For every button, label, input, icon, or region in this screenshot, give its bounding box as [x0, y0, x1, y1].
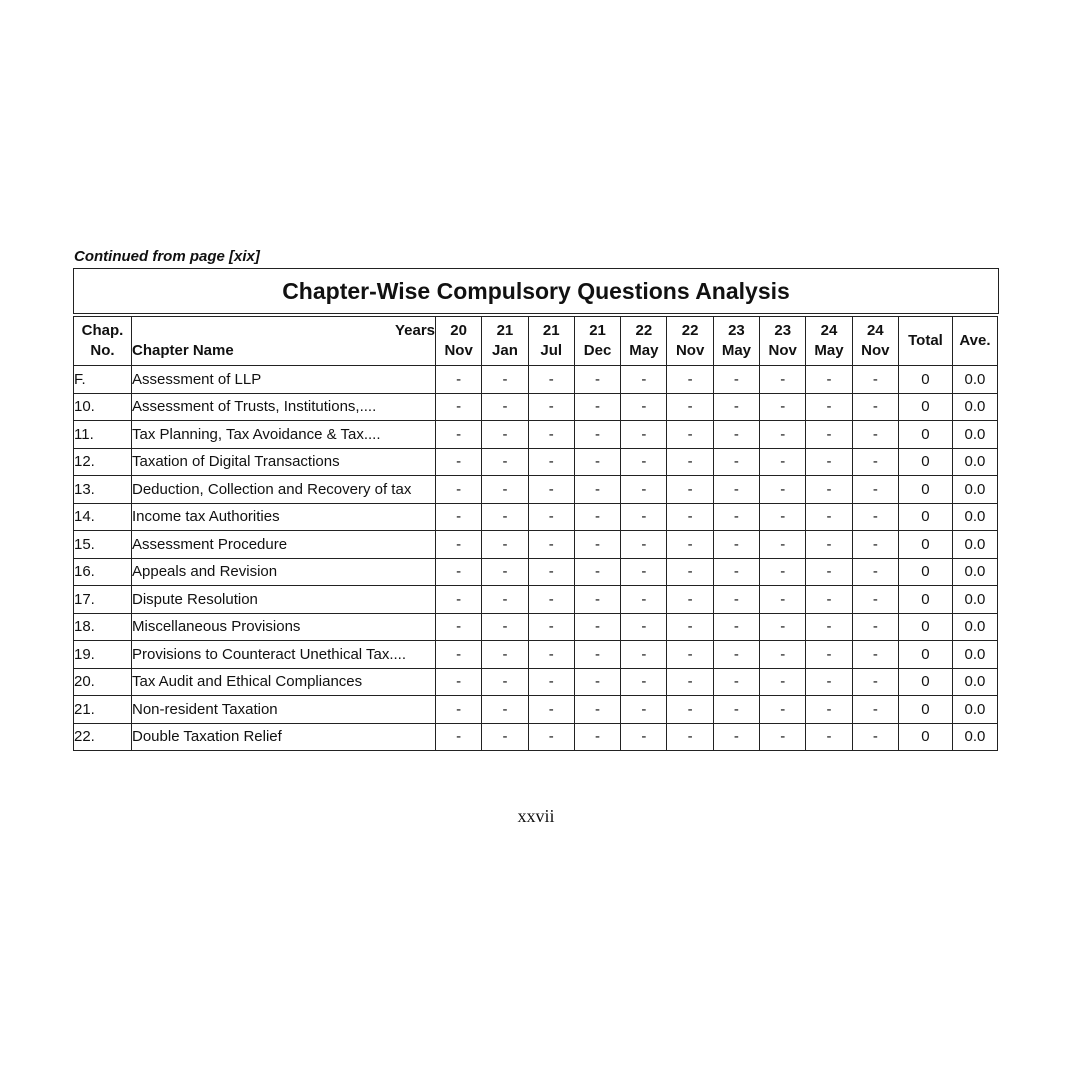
session-value-cell: - — [482, 476, 528, 504]
session-value-cell: - — [667, 421, 713, 449]
session-value-cell: - — [852, 421, 898, 449]
ave-header: Ave. — [952, 317, 997, 366]
session-header: 20 Nov — [436, 317, 482, 366]
total-cell: 0 — [898, 641, 952, 669]
session-value-cell: - — [806, 641, 852, 669]
session-value-cell: - — [574, 421, 620, 449]
chapter-number-cell: 12. — [74, 448, 132, 476]
session-value-cell: - — [806, 503, 852, 531]
total-cell: 0 — [898, 613, 952, 641]
session-value-cell: - — [760, 586, 806, 614]
session-value-cell: - — [852, 366, 898, 394]
session-value-cell: - — [852, 503, 898, 531]
chapter-name-cell: Taxation of Digital Transactions — [132, 448, 436, 476]
session-value-cell: - — [806, 586, 852, 614]
average-cell: 0.0 — [952, 393, 997, 421]
average-cell: 0.0 — [952, 366, 997, 394]
session-value-cell: - — [806, 668, 852, 696]
total-cell: 0 — [898, 696, 952, 724]
average-cell: 0.0 — [952, 613, 997, 641]
chapter-name-cell: Double Taxation Relief — [132, 723, 436, 751]
session-header: 23 May — [713, 317, 759, 366]
session-value-cell: - — [713, 641, 759, 669]
session-value-cell: - — [482, 421, 528, 449]
session-value-cell: - — [574, 448, 620, 476]
session-value-cell: - — [760, 531, 806, 559]
session-value-cell: - — [852, 723, 898, 751]
session-value-cell: - — [528, 476, 574, 504]
session-value-cell: - — [760, 366, 806, 394]
session-value-cell: - — [436, 641, 482, 669]
session-value-cell: - — [621, 503, 667, 531]
session-value-cell: - — [852, 641, 898, 669]
session-value-cell: - — [760, 696, 806, 724]
table-row — [74, 641, 998, 669]
session-value-cell: - — [806, 613, 852, 641]
session-value-cell: - — [528, 723, 574, 751]
session-header: 21 Jan — [482, 317, 528, 366]
session-value-cell: - — [482, 366, 528, 394]
page-number: xxvii — [517, 806, 555, 826]
session-value-cell: - — [528, 366, 574, 394]
session-value-cell: - — [574, 366, 620, 394]
session-header: 23 Nov — [760, 317, 806, 366]
session-value-cell: - — [667, 393, 713, 421]
session-value-cell: - — [482, 613, 528, 641]
session-value-cell: - — [852, 531, 898, 559]
session-value-cell: - — [667, 558, 713, 586]
session-value-cell: - — [528, 586, 574, 614]
session-header: 21 Dec — [574, 317, 620, 366]
session-value-cell: - — [760, 641, 806, 669]
session-value-cell: - — [482, 641, 528, 669]
session-value-cell: - — [806, 696, 852, 724]
session-value-cell: - — [621, 531, 667, 559]
session-value-cell: - — [806, 393, 852, 421]
chapter-name-cell: Appeals and Revision — [132, 558, 436, 586]
session-value-cell: - — [621, 613, 667, 641]
session-header: 22 Nov — [667, 317, 713, 366]
session-value-cell: - — [713, 531, 759, 559]
session-value-cell: - — [713, 586, 759, 614]
chap-no-header — [74, 317, 132, 366]
session-value-cell: - — [621, 668, 667, 696]
table-title-box — [73, 268, 999, 314]
session-value-cell: - — [852, 668, 898, 696]
continued-note: Continued from page [xix] — [74, 248, 260, 265]
chap-no-header-line1: Chap. — [81, 322, 124, 339]
table-row — [74, 393, 998, 421]
chapter-number-cell: 16. — [74, 558, 132, 586]
session-value-cell: - — [621, 723, 667, 751]
session-value-cell: - — [574, 696, 620, 724]
session-value-cell: - — [806, 723, 852, 751]
session-value-cell: - — [621, 421, 667, 449]
session-value-cell: - — [482, 448, 528, 476]
average-cell: 0.0 — [952, 696, 997, 724]
session-value-cell: - — [760, 723, 806, 751]
session-value-cell: - — [667, 476, 713, 504]
session-value-cell: - — [667, 503, 713, 531]
table-row — [74, 723, 998, 751]
session-value-cell: - — [713, 421, 759, 449]
session-value-cell: - — [760, 558, 806, 586]
session-value-cell: - — [574, 531, 620, 559]
session-value-cell: - — [482, 723, 528, 751]
session-value-cell: - — [852, 476, 898, 504]
total-cell: 0 — [898, 393, 952, 421]
session-value-cell: - — [574, 503, 620, 531]
session-value-cell: - — [528, 503, 574, 531]
session-value-cell: - — [436, 531, 482, 559]
chapter-number-cell: 10. — [74, 393, 132, 421]
session-value-cell: - — [436, 696, 482, 724]
average-cell: 0.0 — [952, 476, 997, 504]
session-value-cell: - — [667, 696, 713, 724]
session-value-cell: - — [760, 613, 806, 641]
average-cell: 0.0 — [952, 421, 997, 449]
session-value-cell: - — [852, 448, 898, 476]
chapter-number-cell: F. — [74, 366, 132, 394]
session-value-cell: - — [528, 393, 574, 421]
session-value-cell: - — [528, 448, 574, 476]
session-value-cell: - — [574, 641, 620, 669]
session-value-cell: - — [713, 366, 759, 394]
header-row — [74, 317, 998, 366]
session-value-cell: - — [760, 421, 806, 449]
table-title: Chapter-Wise Compulsory Questions Analysis — [282, 277, 790, 304]
session-value-cell: - — [482, 503, 528, 531]
average-cell: 0.0 — [952, 558, 997, 586]
session-value-cell: - — [621, 586, 667, 614]
average-cell: 0.0 — [952, 586, 997, 614]
session-value-cell: - — [806, 448, 852, 476]
total-cell: 0 — [898, 421, 952, 449]
chapter-number-cell: 22. — [74, 723, 132, 751]
average-cell: 0.0 — [952, 448, 997, 476]
session-value-cell: - — [806, 421, 852, 449]
session-header: 22 May — [621, 317, 667, 366]
session-value-cell: - — [482, 393, 528, 421]
session-value-cell: - — [436, 393, 482, 421]
session-value-cell: - — [621, 696, 667, 724]
average-cell: 0.0 — [952, 641, 997, 669]
total-cell: 0 — [898, 558, 952, 586]
session-value-cell: - — [436, 558, 482, 586]
chapter-number-cell: 13. — [74, 476, 132, 504]
table-row — [74, 421, 998, 449]
session-value-cell: - — [528, 696, 574, 724]
chapter-name-label: Chapter Name — [132, 342, 234, 359]
table-row — [74, 503, 998, 531]
session-value-cell: - — [574, 586, 620, 614]
session-value-cell: - — [760, 448, 806, 476]
chapter-number-cell: 11. — [74, 421, 132, 449]
session-value-cell: - — [667, 586, 713, 614]
session-value-cell: - — [760, 393, 806, 421]
session-value-cell: - — [436, 668, 482, 696]
session-value-cell: - — [574, 393, 620, 421]
session-value-cell: - — [760, 668, 806, 696]
session-value-cell: - — [482, 696, 528, 724]
session-value-cell: - — [482, 586, 528, 614]
table-row — [74, 558, 998, 586]
total-cell: 0 — [898, 503, 952, 531]
average-cell: 0.0 — [952, 723, 997, 751]
session-value-cell: - — [621, 476, 667, 504]
session-value-cell: - — [713, 668, 759, 696]
chapter-name-cell: Non-resident Taxation — [132, 696, 436, 724]
session-value-cell: - — [528, 641, 574, 669]
chapter-number-cell: 17. — [74, 586, 132, 614]
session-value-cell: - — [528, 668, 574, 696]
session-value-cell: - — [436, 503, 482, 531]
session-value-cell: - — [436, 366, 482, 394]
chapter-name-cell: Deduction, Collection and Recovery of tax — [132, 476, 436, 504]
session-value-cell: - — [436, 476, 482, 504]
chap-no-header-line2: No. — [90, 342, 115, 359]
session-value-cell: - — [667, 448, 713, 476]
table-row — [74, 366, 998, 394]
session-value-cell: - — [574, 613, 620, 641]
session-value-cell: - — [667, 531, 713, 559]
chapter-number-cell: 15. — [74, 531, 132, 559]
average-cell: 0.0 — [952, 503, 997, 531]
session-value-cell: - — [667, 613, 713, 641]
session-value-cell: - — [852, 393, 898, 421]
session-value-cell: - — [621, 558, 667, 586]
session-value-cell: - — [713, 448, 759, 476]
session-value-cell: - — [667, 723, 713, 751]
session-value-cell: - — [713, 613, 759, 641]
session-value-cell: - — [760, 503, 806, 531]
session-value-cell: - — [436, 613, 482, 641]
table-row — [74, 613, 998, 641]
total-header: Total — [898, 317, 952, 366]
total-cell: 0 — [898, 448, 952, 476]
session-value-cell: - — [760, 476, 806, 504]
total-cell: 0 — [898, 723, 952, 751]
session-value-cell: - — [528, 558, 574, 586]
table-row — [74, 448, 998, 476]
session-value-cell: - — [713, 558, 759, 586]
session-value-cell: - — [667, 366, 713, 394]
chapter-name-cell: Assessment Procedure — [132, 531, 436, 559]
table-row — [74, 586, 998, 614]
analysis-table — [73, 316, 998, 751]
session-value-cell: - — [621, 448, 667, 476]
chapter-number-cell: 19. — [74, 641, 132, 669]
session-value-cell: - — [713, 393, 759, 421]
session-value-cell: - — [713, 723, 759, 751]
total-cell: 0 — [898, 531, 952, 559]
session-value-cell: - — [852, 696, 898, 724]
session-value-cell: - — [852, 586, 898, 614]
chapter-name-header — [132, 317, 436, 366]
session-value-cell: - — [574, 668, 620, 696]
total-cell: 0 — [898, 476, 952, 504]
session-header: 24 May — [806, 317, 852, 366]
chapter-name-cell: Assessment of LLP — [132, 366, 436, 394]
session-value-cell: - — [621, 366, 667, 394]
session-value-cell: - — [806, 531, 852, 559]
years-label: Years — [394, 322, 435, 339]
chapter-name-cell: Tax Audit and Ethical Compliances — [132, 668, 436, 696]
chapter-name-cell: Assessment of Trusts, Institutions,.... — [132, 393, 436, 421]
session-value-cell: - — [713, 503, 759, 531]
table-row — [74, 531, 998, 559]
session-value-cell: - — [621, 641, 667, 669]
table-row — [74, 476, 998, 504]
session-value-cell: - — [436, 586, 482, 614]
session-value-cell: - — [482, 558, 528, 586]
session-value-cell: - — [852, 613, 898, 641]
average-cell: 0.0 — [952, 531, 997, 559]
session-value-cell: - — [528, 531, 574, 559]
session-value-cell: - — [667, 641, 713, 669]
session-value-cell: - — [806, 366, 852, 394]
session-value-cell: - — [528, 421, 574, 449]
session-value-cell: - — [436, 723, 482, 751]
session-value-cell: - — [806, 476, 852, 504]
chapter-name-cell: Tax Planning, Tax Avoidance & Tax.... — [132, 421, 436, 449]
total-cell: 0 — [898, 366, 952, 394]
chapter-name-cell: Provisions to Counteract Unethical Tax.... — [132, 641, 436, 669]
session-value-cell: - — [482, 531, 528, 559]
session-value-cell: - — [667, 668, 713, 696]
session-value-cell: - — [436, 421, 482, 449]
session-header: 21 Jul — [528, 317, 574, 366]
session-value-cell: - — [574, 476, 620, 504]
session-value-cell: - — [436, 448, 482, 476]
chapter-number-cell: 18. — [74, 613, 132, 641]
chapter-number-cell: 14. — [74, 503, 132, 531]
chapter-number-cell: 21. — [74, 696, 132, 724]
chapter-number-cell: 20. — [74, 668, 132, 696]
chapter-name-cell: Miscellaneous Provisions — [132, 613, 436, 641]
session-value-cell: - — [621, 393, 667, 421]
session-value-cell: - — [574, 558, 620, 586]
session-value-cell: - — [713, 476, 759, 504]
average-cell: 0.0 — [952, 668, 997, 696]
session-value-cell: - — [482, 668, 528, 696]
total-cell: 0 — [898, 668, 952, 696]
session-value-cell: - — [852, 558, 898, 586]
session-value-cell: - — [806, 558, 852, 586]
total-cell: 0 — [898, 586, 952, 614]
session-value-cell: - — [713, 696, 759, 724]
chapter-name-cell: Dispute Resolution — [132, 586, 436, 614]
table-row — [74, 668, 998, 696]
session-value-cell: - — [574, 723, 620, 751]
chapter-name-cell: Income tax Authorities — [132, 503, 436, 531]
table-row — [74, 696, 998, 724]
session-value-cell: - — [528, 613, 574, 641]
session-header: 24 Nov — [852, 317, 898, 366]
